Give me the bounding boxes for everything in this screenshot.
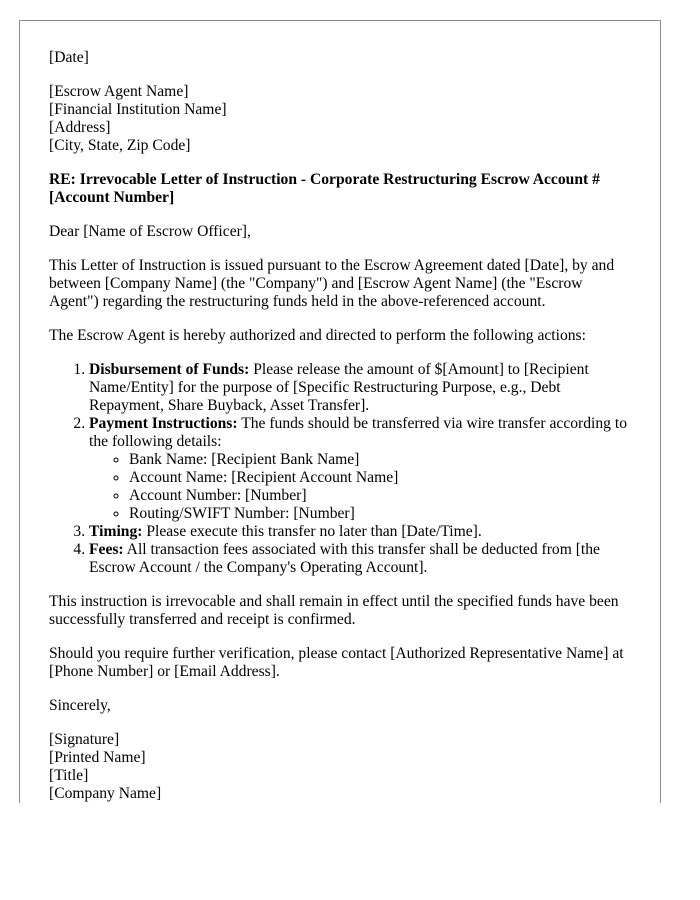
subject-line: RE: Irrevocable Letter of Instruction - Corporate Restructuring Escrow Account # [Account Number] [49, 171, 600, 206]
action-item-timing [89, 523, 631, 541]
action-title: Payment Instructions: [89, 415, 238, 432]
intro-paragraph: This Letter of Instruction is issued pursuant to the Escrow Agreement dated [Date], by and between [Company Name] (the "Company") and [Escrow Agent Name] (the "Escrow Agent") regarding the restructuring funds held in the above-referenced account. [49, 257, 615, 310]
closing: Sincerely, [49, 697, 111, 714]
action-text: Please execute this transfer no later than [Date/Time]. [142, 523, 482, 540]
action-title: Fees: [89, 541, 124, 558]
action-title: Disbursement of Funds: [89, 361, 250, 378]
wire-details-list [89, 451, 631, 523]
action-item-fees [89, 541, 631, 577]
recipient-address-block [49, 83, 631, 155]
escrow-agent-name: [Escrow Agent Name] [49, 83, 189, 100]
letter-page [19, 20, 661, 803]
wire-detail-account-name: ◦ Account Name: [Recipient Account Name] [129, 469, 631, 487]
action-title: Timing: [89, 523, 143, 540]
signature-line: [Signature] [49, 731, 120, 748]
action-text: Please release the amount of $[Amount] to [Recipient Name/Entity] for the purpose of [Specific Restructuring Purpose, e.g., Debt Repayment, Share Buyback, Asset Transfer]. [89, 361, 589, 414]
wire-detail-bank-name: ◦ Bank Name: [Recipient Bank Name] [129, 451, 631, 469]
action-item-payment-instructions [89, 415, 631, 523]
signer-title: [Title] [49, 767, 89, 784]
irrevocable-paragraph: This instruction is irrevocable and shall remain in effect until the specified funds have been successfully transferred and receipt is confirmed. [49, 593, 619, 628]
wire-detail-routing-swift: ◦ Routing/SWIFT Number: [Number] [129, 505, 631, 523]
letter-date: [Date] [49, 49, 89, 66]
financial-institution-name: [Financial Institution Name] [49, 101, 227, 118]
action-text: All transaction fees associated with this transfer shall be deducted from [the Escrow Account / the Company's Operating Account]. [89, 541, 600, 576]
contact-paragraph: Should you require further verification, please contact [Authorized Representative Name] at [Phone Number] or [Email Address]. [49, 645, 624, 680]
signature-block [49, 731, 631, 803]
signer-company: [Company Name] [49, 785, 162, 802]
actions-list [49, 361, 631, 577]
wire-detail-account-number: ◦ Account Number: [Number] [129, 487, 631, 505]
action-item-disbursement [89, 361, 631, 415]
recipient-city-state-zip: [City, State, Zip Code] [49, 137, 191, 154]
authorization-paragraph: The Escrow Agent is hereby authorized and directed to perform the following actions: [49, 327, 586, 344]
recipient-address: [Address] [49, 119, 111, 136]
action-text: The funds should be transferred via wire transfer according to the following details: [89, 415, 627, 450]
salutation: Dear [Name of Escrow Officer], [49, 223, 251, 240]
printed-name: [Printed Name] [49, 749, 146, 766]
